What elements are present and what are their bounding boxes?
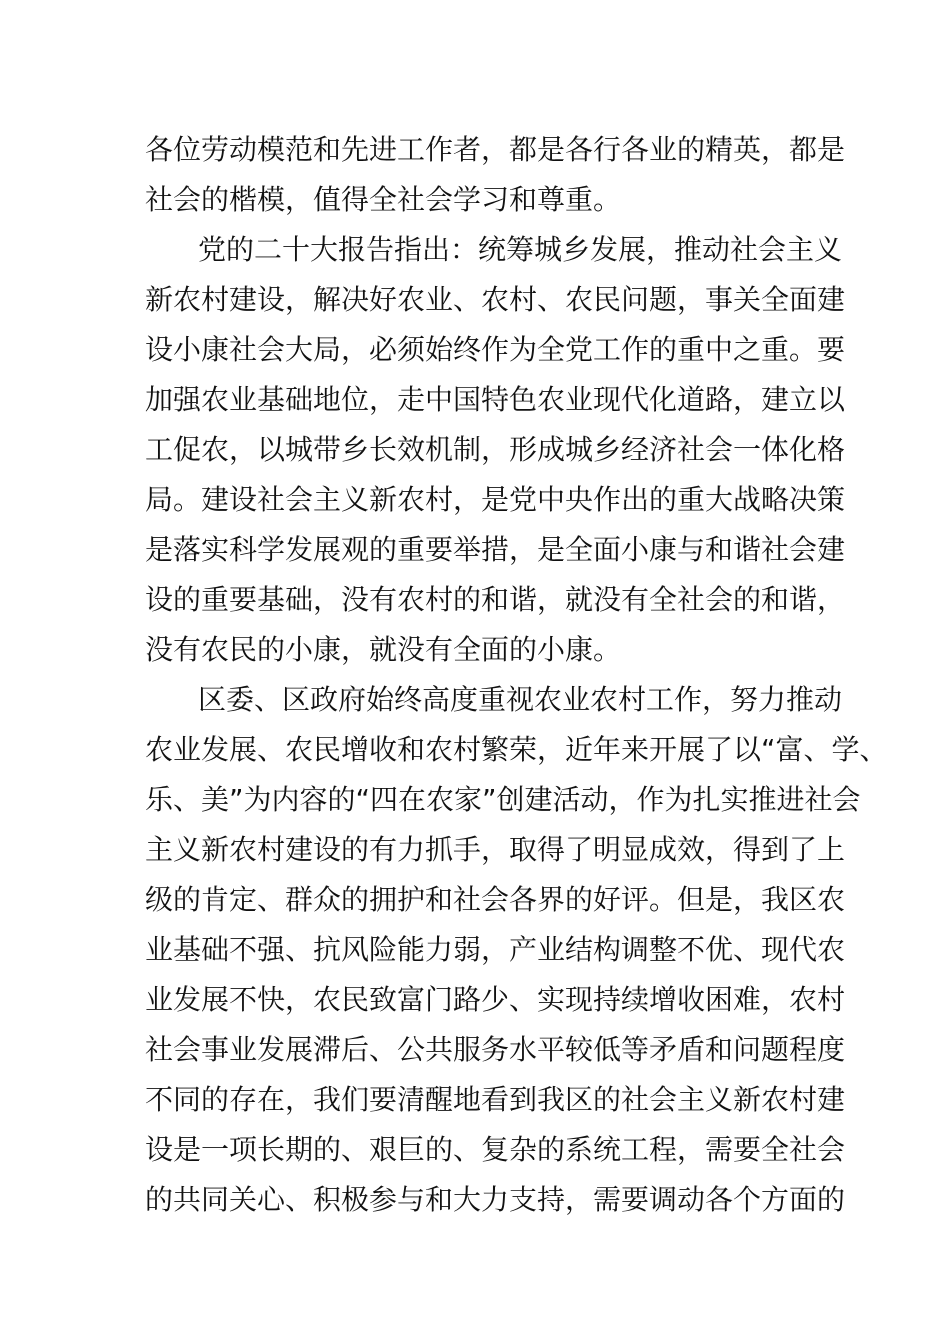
text-line: 业基础不强、抗风险能力弱，产业结构调整不优、现代农 [145, 933, 846, 966]
text-line: 新农村建设，解决好农业、农村、农民问题，事关全面建 [145, 283, 846, 316]
text-line: 业发展不快，农民致富门路少、实现持续增收困难，农村 [145, 983, 846, 1016]
text-line: 设是一项长期的、艰巨的、复杂的系统工程，需要全社会 [145, 1133, 846, 1166]
text-line: 加强农业基础地位，走中国特色农业现代化道路，建立以 [145, 383, 846, 416]
text-line: 局。建设社会主义新农村，是党中央作出的重大战略决策 [145, 483, 846, 516]
text-line: 设小康社会大局，必须始终作为全党工作的重中之重。要 [145, 333, 846, 366]
text-line: 级的肯定、群众的拥护和社会各界的好评。但是，我区农 [145, 883, 846, 916]
text-line: 社会事业发展滞后、公共服务水平较低等矛盾和问题程度 [145, 1033, 846, 1066]
text-line: 农业发展、农民增收和农村繁荣，近年来开展了以“富、学、 [145, 733, 888, 766]
text-line: 各位劳动模范和先进工作者，都是各行各业的精英，都是 [145, 133, 846, 166]
paragraph-first-line: 党的二十大报告指出：统筹城乡发展，推动社会主义 [198, 233, 843, 266]
text-line: 没有农民的小康，就没有全面的小康。 [145, 633, 622, 666]
text-line: 社会的楷模，值得全社会学习和尊重。 [145, 183, 622, 216]
text-line: 的共同关心、积极参与和大力支持，需要调动各个方面的 [145, 1183, 846, 1216]
text-line: 乐、美”为内容的“四在农家”创建活动，作为扎实推进社会 [145, 783, 861, 816]
text-line: 工促农，以城带乡长效机制，形成城乡经济社会一体化格 [145, 433, 846, 466]
text-line: 主义新农村建设的有力抓手，取得了明显成效，得到了上 [145, 833, 846, 866]
text-line: 不同的存在，我们要清醒地看到我区的社会主义新农村建 [145, 1083, 846, 1116]
text-line: 是落实科学发展观的重要举措，是全面小康与和谐社会建 [145, 533, 846, 566]
text-line: 设的重要基础，没有农村的和谐，就没有全社会的和谐， [145, 583, 846, 616]
paragraph-first-line: 区委、区政府始终高度重视农业农村工作，努力推动 [198, 683, 843, 716]
